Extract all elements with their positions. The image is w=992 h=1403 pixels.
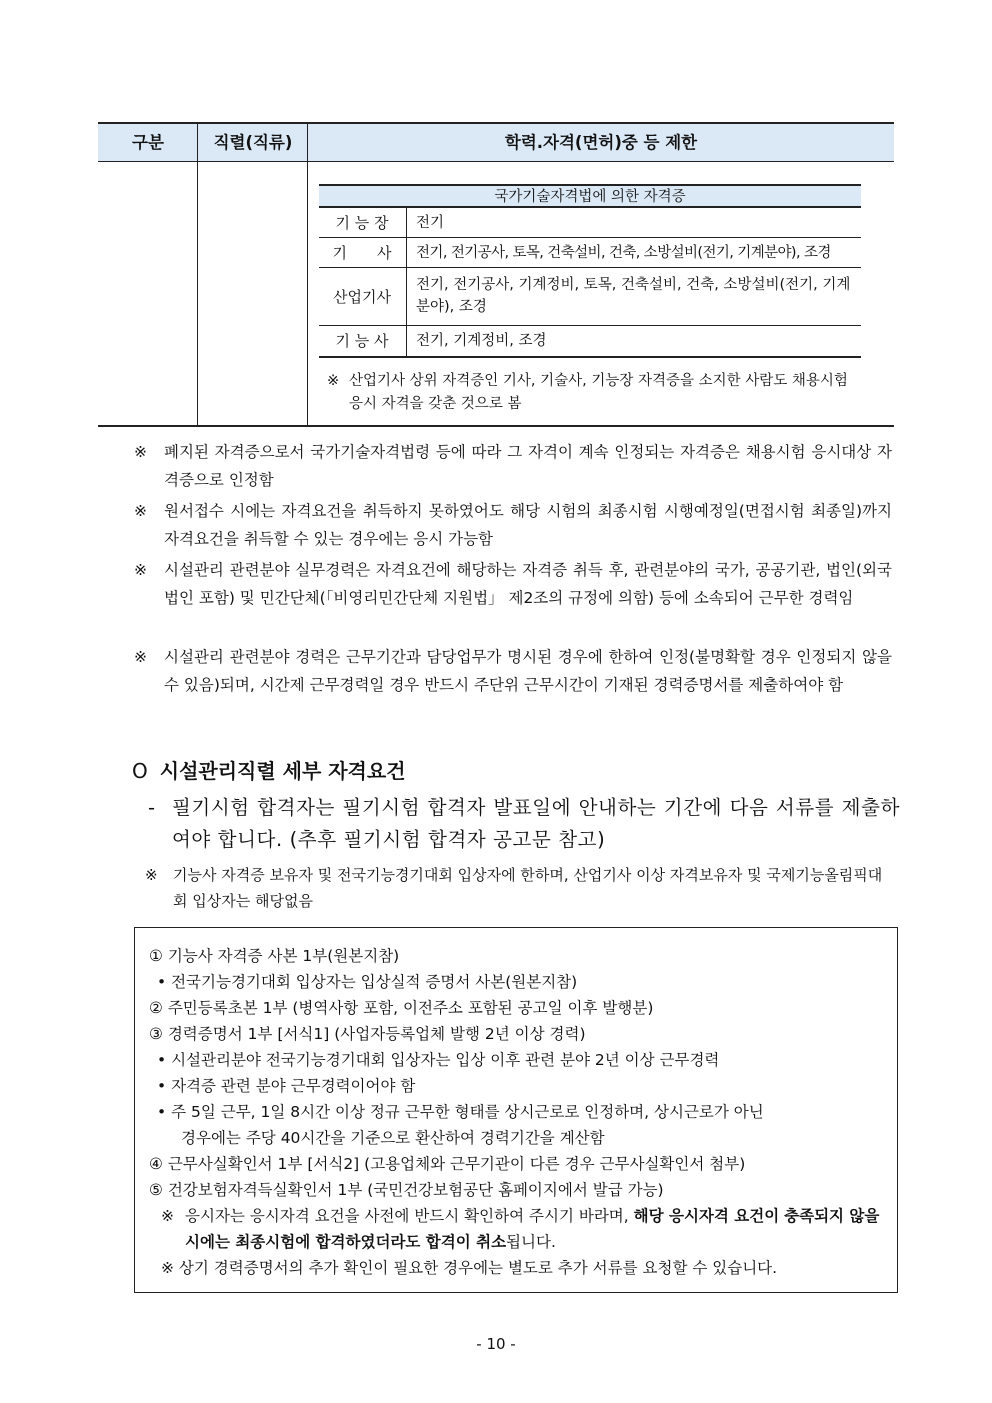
page-number: - 10 -	[476, 1335, 516, 1353]
additional-docs-note: ※ 상기 경력증명서의 추가 확인이 필요한 경우에는 별도로 추가 서류를 요청할 수 있습니다.	[161, 1259, 778, 1277]
table-row	[319, 326, 861, 358]
instruction-text: 필기시험 합격자는 필기시험 합격자 발표일에 안내하는 기간에 다음 서류를 제출하여야 합니다. (추후 필기시험 합격자 공고문 참고)	[172, 796, 900, 851]
row-label: 기 사	[332, 244, 392, 262]
doc-subitem: • 시설관리분야 전국기능경기대회 입상자는 입상 이후 관련 분야 2년 이상 근무경력	[157, 1051, 720, 1069]
warning-text-end: 됩니다.	[506, 1233, 556, 1251]
note-mark: ※	[327, 373, 340, 389]
header-category: 구분	[132, 133, 164, 152]
row-content: 전기, 전기공사, 토목, 건축설비, 건축, 소방설비(전기, 기계분야), 조경	[416, 245, 831, 261]
note-text: 폐지된 자격증으로서 국가기술자격법령 등에 따라 그 자격이 계속 인정되는 자격증은 채용시험 응시대상 자격증으로 인정함	[164, 443, 892, 489]
table-bottom-border	[98, 425, 894, 427]
doc-subitem-cont: 경우에는 주당 40시간을 기준으로 환산하여 경력기간을 계산함	[181, 1129, 605, 1147]
warning-bold: 충족되지 않을 시에는 최종시험에 합격하였더라도 합격이 취소	[185, 1207, 880, 1251]
doc-item: ④ 근무사실확인서 1부 [서식2] (고용업체와 근무기관이 다른 경우 근무사실확인서 첨부)	[149, 1155, 746, 1173]
submission-instruction	[148, 792, 900, 856]
doc-item: ① 기능사 자격증 사본 1부(원본지참)	[149, 947, 400, 965]
note-mark: ※	[134, 561, 147, 579]
doc-item: ⑤ 건강보험자격득실확인서 1부 (국민건강보험공단 홈페이지에서 발급 가능)	[149, 1181, 664, 1199]
doc-subitem: • 자격증 관련 분야 근무경력이어야 함	[157, 1077, 416, 1095]
note-item	[134, 643, 892, 699]
note-text: 기능사 자격증 보유자 및 전국기능경기대회 입상자에 한하며, 산업기사 이상 자격보유자 및 국제기능올림픽대회 입상자는 해당없음	[173, 866, 883, 910]
warning-mark: ※	[161, 1207, 174, 1225]
note-text: 시설관리 관련분야 실무경력은 자격요건에 해당하는 자격증 취득 후, 관련분야의 국가, 공공기관, 법인(외국법인 포함) 및 민간단체(「비영리민간단체 지원법」 제2조의 규정에 의함) 등에 소속되어 근무한 경력임	[164, 561, 892, 607]
row-label: 산업기사	[333, 288, 391, 306]
dash-mark: -	[148, 796, 156, 819]
note-mark: ※	[134, 648, 147, 666]
note-mark: ※	[134, 443, 147, 461]
row-label: 기 능 사	[335, 332, 389, 350]
inner-table-note	[327, 370, 857, 416]
note-text: 산업기사 상위 자격증인 기사, 기술사, 기능장 자격증을 소지한 사람도 채용시험 응시 자격을 갖춘 것으로 봄	[349, 373, 848, 412]
note-mark: ※	[134, 502, 147, 520]
required-documents-box	[134, 927, 898, 1293]
note-text: 원서접수 시에는 자격요건을 취득하지 못하였어도 해당 시험의 최종시험 시행예정일(면접시험 최종일)까지 자격요건을 취득할 수 있는 경우에는 응시 가능함	[164, 502, 892, 548]
table-row	[319, 208, 861, 238]
row-content: 전기	[416, 215, 445, 231]
section-bullet: O	[132, 759, 148, 783]
doc-subitem: • 주 5일 근무, 1일 8시간 이상 정규 근무한 형태를 상시근로로 인정하며, 상시근로가 아닌	[157, 1103, 764, 1121]
eligibility-note	[145, 862, 893, 914]
table-row	[319, 238, 861, 268]
note-item	[134, 497, 892, 553]
table-header-row	[98, 122, 894, 162]
warning-note	[161, 1203, 891, 1255]
row-label: 기 능 장	[335, 214, 389, 232]
doc-item: ③ 경력증명서 1부 [서식1] (사업자등록업체 발행 2년 이상 경력)	[149, 1025, 586, 1043]
section-title	[132, 755, 406, 784]
row-divider	[406, 208, 407, 238]
table-row	[319, 268, 861, 326]
row-divider	[406, 238, 407, 268]
column-divider	[307, 122, 308, 427]
row-divider	[406, 268, 407, 326]
section-title-text: 시설관리직렬 세부 자격요건	[159, 759, 406, 783]
warning-bold: 해당 응시자격 요건이	[633, 1207, 780, 1225]
header-qualification: 학력.자격(면허)중 등 제한	[504, 133, 698, 152]
inner-table-title: 국가기술자격법에 의한 자격증	[319, 184, 861, 208]
note-mark: ※	[145, 866, 158, 884]
note-text: 시설관리 관련분야 경력은 근무기간과 담당업무가 명시된 경우에 한하여 인정(불명확할 경우 인정되지 않을 수 있음)되며, 시간제 근무경력일 경우 반드시 주단위 근무시간이 기재된 경력증명서를 제출하여야 함	[164, 648, 892, 694]
row-content: 전기, 전기공사, 기계정비, 토목, 건축설비, 건축, 소방설비(전기, 기계분야), 조경	[416, 277, 851, 315]
doc-item: ② 주민등록초본 1부 (병역사항 포함, 이전주소 포함된 공고일 이후 발행분)	[149, 999, 654, 1017]
column-divider	[197, 122, 198, 427]
row-divider	[406, 326, 407, 356]
row-content: 전기, 기계정비, 조경	[416, 333, 547, 349]
warning-text: 응시자는 응시자격 요건을 사전에 반드시 확인하여 주시기 바라며,	[185, 1207, 634, 1225]
note-item	[134, 556, 892, 612]
doc-subitem: • 전국기능경기대회 입상자는 입상실적 증명서 사본(원본지참)	[157, 973, 578, 991]
note-item	[134, 438, 892, 494]
header-job-series: 직렬(직류)	[213, 133, 293, 152]
